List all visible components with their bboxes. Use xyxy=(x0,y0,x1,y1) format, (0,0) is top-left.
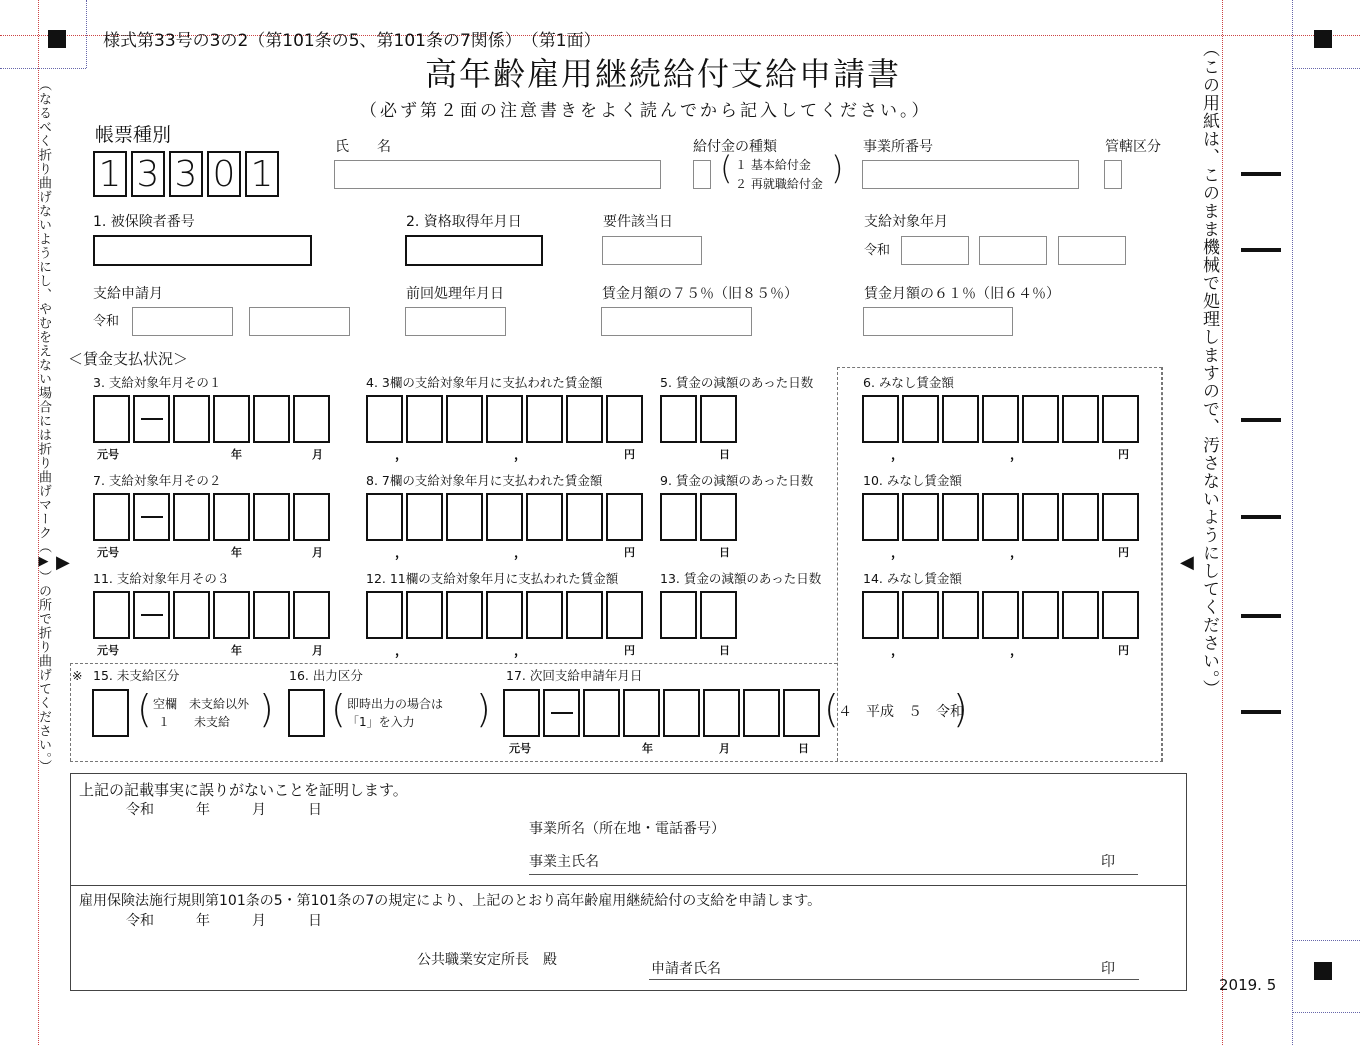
row2-yen-unit: 円 xyxy=(624,546,635,559)
digit-cell[interactable] xyxy=(1022,395,1059,443)
digit-cell[interactable] xyxy=(1062,493,1099,541)
row3-year-unit: 年 xyxy=(231,644,242,657)
digit-cell[interactable] xyxy=(173,493,210,541)
row2-day-unit: 日 xyxy=(719,546,730,559)
digit-cell[interactable] xyxy=(660,395,697,443)
row2-era-unit: 元号 xyxy=(97,546,119,559)
row2-deemed-cells[interactable] xyxy=(862,493,1142,541)
guide-line xyxy=(1292,0,1293,1045)
digit-cell[interactable] xyxy=(526,493,563,541)
insured-number-field[interactable] xyxy=(93,235,312,266)
wage75-field[interactable] xyxy=(601,307,752,336)
digit-cell[interactable] xyxy=(486,493,523,541)
era-label: 令和 xyxy=(864,243,891,258)
row1-days-cells[interactable] xyxy=(660,395,740,443)
digit-cell[interactable] xyxy=(902,493,939,541)
row1-paid-cells[interactable] xyxy=(366,395,646,443)
row1-deemed-label: 6. みなし賃金額 xyxy=(863,375,954,390)
row3-day-unit: 日 xyxy=(719,644,730,657)
paren-open: ( xyxy=(331,687,346,731)
cert-seal: 印 xyxy=(1101,854,1115,870)
row3-yen-unit: 円 xyxy=(1118,644,1129,657)
unpaid-cell[interactable] xyxy=(92,689,132,737)
form-type-digits xyxy=(93,151,283,197)
row2-paid-cells[interactable] xyxy=(366,493,646,541)
office-number-label: 事業所番号 xyxy=(863,139,933,155)
insured-number-label: 1. 被保険者番号 xyxy=(93,214,195,230)
row1-comma: ， xyxy=(891,448,905,463)
benefit-type-label: 給付金の種類 xyxy=(693,139,777,155)
digit-cell[interactable] xyxy=(406,493,443,541)
digit-cell[interactable] xyxy=(1022,591,1059,639)
row3-days-cells[interactable] xyxy=(660,591,740,639)
timing-mark xyxy=(1241,710,1281,714)
qualification-date-label: 2. 資格取得年月日 xyxy=(406,214,522,230)
digit-cell[interactable] xyxy=(1062,591,1099,639)
digit-cell[interactable] xyxy=(366,591,403,639)
row1-year-unit: 年 xyxy=(231,448,242,461)
row1-comma: ， xyxy=(514,448,528,463)
row2-target-cells[interactable] xyxy=(93,493,333,541)
row3-target-label: 11. 支給対象年月その３ xyxy=(93,571,230,586)
paren-close: ) xyxy=(831,149,844,187)
digit-cell[interactable] xyxy=(583,689,620,737)
digit-cell[interactable] xyxy=(660,493,697,541)
previous-date-label: 前回処理年月日 xyxy=(406,286,504,302)
row3-comma: ， xyxy=(891,644,905,659)
digit-cell[interactable] xyxy=(700,493,737,541)
target-month-label: 支給対象年月 xyxy=(864,214,948,230)
digit-cell[interactable] xyxy=(902,591,939,639)
digit-cell[interactable] xyxy=(566,395,603,443)
digit-cell[interactable] xyxy=(942,493,979,541)
digit-cell[interactable] xyxy=(486,395,523,443)
digit-cell[interactable] xyxy=(133,395,170,443)
guide-line xyxy=(1292,940,1360,941)
row1-comma: ， xyxy=(395,448,409,463)
cert-office-name-label: 事業所名（所在地・電話番号） xyxy=(529,821,725,837)
timing-mark xyxy=(1241,248,1281,252)
form-type-digit: 3 xyxy=(131,151,165,197)
digit-cell[interactable] xyxy=(446,395,483,443)
row2-deemed-label: 10. みなし賃金額 xyxy=(863,473,962,488)
apply-date: 令和 年 月 日 xyxy=(126,913,322,929)
wage-frame xyxy=(1162,367,1163,761)
guide-line xyxy=(1222,0,1223,1045)
digit-cell[interactable] xyxy=(982,493,1019,541)
row1-deemed-cells[interactable] xyxy=(862,395,1142,443)
jurisdiction-field[interactable] xyxy=(1104,160,1122,189)
registration-mark xyxy=(1314,962,1332,980)
form-type-digit: 1 xyxy=(245,151,279,197)
form-type-label: 帳票種別 xyxy=(95,124,172,146)
application-month-month-field[interactable] xyxy=(249,307,350,336)
digit-cell[interactable] xyxy=(902,395,939,443)
digit-cell[interactable] xyxy=(1102,493,1139,541)
digit-cell[interactable] xyxy=(606,591,643,639)
digit-cell[interactable] xyxy=(446,591,483,639)
digit-cell[interactable] xyxy=(173,591,210,639)
digit-cell[interactable] xyxy=(703,689,740,737)
digit-cell[interactable] xyxy=(1022,493,1059,541)
wage-frame xyxy=(70,761,1163,762)
row2-comma: ， xyxy=(1010,546,1024,561)
paren-close: ) xyxy=(476,687,491,731)
row1-era-unit: 元号 xyxy=(97,448,119,461)
paren-open: ( xyxy=(137,687,152,731)
apply-applicant-name-line[interactable] xyxy=(649,979,1139,980)
requirement-date-field[interactable] xyxy=(602,236,702,265)
digit-cell[interactable] xyxy=(606,493,643,541)
digit-cell[interactable] xyxy=(93,591,130,639)
row3-target-cells[interactable] xyxy=(93,591,333,639)
row3-days-label: 13. 賃金の減額のあった日数 xyxy=(660,571,822,586)
version-label: 2019. 5 xyxy=(1219,976,1277,994)
unpaid-note-2: １ 未支給 xyxy=(158,715,231,729)
application-month-label: 支給申請月 xyxy=(93,286,163,302)
row2-comma: ， xyxy=(514,546,528,561)
apply-text: 雇用保険法施行規則第101条の5・第101条の7の規定により、上記のとおり高年齢雇用継続給付の支給を申請します。 xyxy=(79,893,822,909)
digit-cell[interactable] xyxy=(862,591,899,639)
digit-cell[interactable] xyxy=(133,493,170,541)
timing-mark xyxy=(1241,172,1281,176)
row2-paid-label: 8. 7欄の支給対象年月に支払われた賃金額 xyxy=(366,473,603,488)
cert-employer-name-line[interactable] xyxy=(529,874,1138,875)
wage61-label: 賃金月額の６１％（旧６４％） xyxy=(864,286,1060,302)
digit-cell[interactable] xyxy=(1062,395,1099,443)
digit-cell[interactable] xyxy=(213,395,250,443)
next-date-era-unit: 元号 xyxy=(509,742,531,755)
name-field[interactable] xyxy=(334,160,661,189)
row2-yen-unit: 円 xyxy=(1118,546,1129,559)
row3-era-unit: 元号 xyxy=(97,644,119,657)
wage61-field[interactable] xyxy=(863,307,1013,336)
digit-cell[interactable] xyxy=(543,689,580,737)
digit-cell[interactable] xyxy=(526,591,563,639)
digit-cell[interactable] xyxy=(566,493,603,541)
office-number-field[interactable] xyxy=(862,160,1079,189)
digit-cell[interactable] xyxy=(526,395,563,443)
next-date-day-unit: 日 xyxy=(798,742,809,755)
output-cell[interactable] xyxy=(288,689,328,737)
digit-cell[interactable] xyxy=(133,591,170,639)
digit-cell[interactable] xyxy=(93,493,130,541)
row2-days-cells[interactable] xyxy=(660,493,740,541)
target-month-year-field[interactable] xyxy=(979,236,1047,265)
row2-month-unit: 月 xyxy=(312,546,323,559)
digit-cell[interactable] xyxy=(862,493,899,541)
digit-cell[interactable] xyxy=(253,591,290,639)
row3-deemed-label: 14. みなし賃金額 xyxy=(863,571,962,586)
requirement-date-label: 要件該当日 xyxy=(603,214,673,230)
apply-applicant-name-label: 申請者氏名 xyxy=(651,961,721,977)
output-note-2: 「1」を入力 xyxy=(347,715,415,729)
row1-comma: ， xyxy=(1010,448,1024,463)
digit-cell[interactable] xyxy=(503,689,540,737)
digit-cell[interactable] xyxy=(173,395,210,443)
timing-mark xyxy=(1241,614,1281,618)
form-type-digit: 1 xyxy=(93,151,127,197)
row2-comma: ， xyxy=(395,546,409,561)
benefit-type-field[interactable] xyxy=(693,160,711,189)
benefit-type-option-1: １ 基本給付金 xyxy=(735,158,811,172)
digit-cell[interactable] xyxy=(566,591,603,639)
target-month-month-field[interactable] xyxy=(1058,236,1126,265)
row3-comma: ， xyxy=(1010,644,1024,659)
unpaid-mark: ※ xyxy=(72,668,83,683)
row3-month-unit: 月 xyxy=(312,644,323,657)
cert-text: 上記の記載事実に誤りがないことを証明します。 xyxy=(79,781,408,799)
digit-cell[interactable] xyxy=(700,395,737,443)
row2-days-label: 9. 賃金の減額のあった日数 xyxy=(660,473,814,488)
row3-paid-label: 12. 11欄の支給対象年月に支払われた賃金額 xyxy=(366,571,619,586)
guide-line xyxy=(1292,68,1360,69)
digit-cell[interactable] xyxy=(486,591,523,639)
wage75-label: 賃金月額の７５％（旧８５％） xyxy=(602,286,798,302)
next-date-month-unit: 月 xyxy=(719,742,730,755)
registration-mark xyxy=(48,30,66,48)
guide-line xyxy=(86,0,87,68)
digit-cell[interactable] xyxy=(942,591,979,639)
fold-mark-icon: ◀ xyxy=(1180,552,1194,573)
row1-paid-label: 4. 3欄の支給対象年月に支払われた賃金額 xyxy=(366,375,603,390)
digit-cell[interactable] xyxy=(253,395,290,443)
digit-cell[interactable] xyxy=(743,689,780,737)
unpaid-note-1: 空欄 未支給以外 xyxy=(153,697,250,711)
right-margin-note: （この用紙は、このまま機械で処理しますので、汚さないようにしてください。） xyxy=(1199,40,1219,698)
digit-cell[interactable] xyxy=(783,689,820,737)
digit-cell[interactable] xyxy=(700,591,737,639)
form-code: 様式第33号の3の2（第101条の5、第101条の7関係） （第1面） xyxy=(103,31,601,51)
row1-month-unit: 月 xyxy=(312,448,323,461)
unpaid-label: 15. 未支給区分 xyxy=(93,668,180,683)
digit-cell[interactable] xyxy=(1102,591,1139,639)
application-month-year-field[interactable] xyxy=(132,307,233,336)
digit-cell[interactable] xyxy=(253,493,290,541)
digit-cell[interactable] xyxy=(213,493,250,541)
jurisdiction-label: 管轄区分 xyxy=(1105,139,1161,155)
row1-day-unit: 日 xyxy=(719,448,730,461)
row1-yen-unit: 円 xyxy=(1118,448,1129,461)
timing-mark xyxy=(1241,418,1281,422)
digit-cell[interactable] xyxy=(406,395,443,443)
row2-comma: ， xyxy=(891,546,905,561)
row3-comma: ， xyxy=(395,644,409,659)
next-date-label: 17. 次回支給申請年月日 xyxy=(506,668,643,683)
wage-section-label: ＜賃金支払状況＞ xyxy=(68,350,189,368)
output-note-1: 即時出力の場合は xyxy=(347,697,444,711)
row1-target-cells[interactable] xyxy=(93,395,333,443)
output-label: 16. 出力区分 xyxy=(289,668,363,683)
target-month-era-field[interactable] xyxy=(901,236,969,265)
digit-cell[interactable] xyxy=(1102,395,1139,443)
digit-cell[interactable] xyxy=(663,689,700,737)
guide-line xyxy=(1292,1012,1360,1013)
digit-cell[interactable] xyxy=(293,395,330,443)
digit-cell[interactable] xyxy=(982,395,1019,443)
row3-comma: ， xyxy=(514,644,528,659)
form-type-digit: 3 xyxy=(169,151,203,197)
next-date-era-note: ４ 平成 ５ 令和 xyxy=(838,704,964,720)
digit-cell[interactable] xyxy=(660,591,697,639)
benefit-type-option-2: ２ 再就職給付金 xyxy=(735,177,823,191)
page-title: 高年齢雇用継続給付支給申請書 xyxy=(425,55,902,93)
era-label: 令和 xyxy=(93,314,120,329)
digit-cell[interactable] xyxy=(288,689,325,737)
row3-paid-cells[interactable] xyxy=(366,591,646,639)
previous-date-field[interactable] xyxy=(405,307,506,336)
digit-cell[interactable] xyxy=(293,493,330,541)
name-label: 氏 名 xyxy=(335,139,391,155)
timing-mark xyxy=(1241,515,1281,519)
paren-open: ( xyxy=(824,687,839,731)
next-date-year-unit: 年 xyxy=(642,742,653,755)
row2-target-label: 7. 支給対象年月その２ xyxy=(93,473,222,488)
paren-close: ) xyxy=(259,687,274,731)
row3-yen-unit: 円 xyxy=(624,644,635,657)
row1-yen-unit: 円 xyxy=(624,448,635,461)
digit-cell[interactable] xyxy=(623,689,660,737)
paren-open: ( xyxy=(720,149,733,187)
digit-cell[interactable] xyxy=(942,395,979,443)
digit-cell[interactable] xyxy=(92,689,129,737)
digit-cell[interactable] xyxy=(93,395,130,443)
cert-date: 令和 年 月 日 xyxy=(126,802,322,818)
row1-target-label: 3. 支給対象年月その１ xyxy=(93,375,222,390)
digit-cell[interactable] xyxy=(366,395,403,443)
guide-line xyxy=(0,68,86,69)
form-type-digit: 0 xyxy=(207,151,241,197)
qualification-date-field[interactable] xyxy=(405,235,543,266)
digit-cell[interactable] xyxy=(366,493,403,541)
left-margin-note: （なるべく折り曲げないようにし、やむをえない場合には折り曲げマーク（▶）の所で折り曲げてください。） xyxy=(36,78,51,774)
subtitle: （必ず第２面の注意書きをよく読んでから記入してください。） xyxy=(360,101,932,121)
divider xyxy=(70,885,1187,886)
digit-cell[interactable] xyxy=(446,493,483,541)
row1-days-label: 5. 賃金の減額のあった日数 xyxy=(660,375,814,390)
paren-close: ) xyxy=(953,687,968,731)
apply-office-chief: 公共職業安定所長 殿 xyxy=(417,952,557,968)
digit-cell[interactable] xyxy=(213,591,250,639)
next-date-cells[interactable] xyxy=(503,689,823,737)
fold-mark-icon: ▶ xyxy=(56,552,70,573)
digit-cell[interactable] xyxy=(606,395,643,443)
apply-seal: 印 xyxy=(1101,961,1115,977)
digit-cell[interactable] xyxy=(862,395,899,443)
row2-year-unit: 年 xyxy=(231,546,242,559)
registration-mark xyxy=(1314,30,1332,48)
digit-cell[interactable] xyxy=(406,591,443,639)
digit-cell[interactable] xyxy=(293,591,330,639)
digit-cell[interactable] xyxy=(982,591,1019,639)
row3-deemed-cells[interactable] xyxy=(862,591,1142,639)
cert-employer-name-label: 事業主氏名 xyxy=(529,854,599,870)
